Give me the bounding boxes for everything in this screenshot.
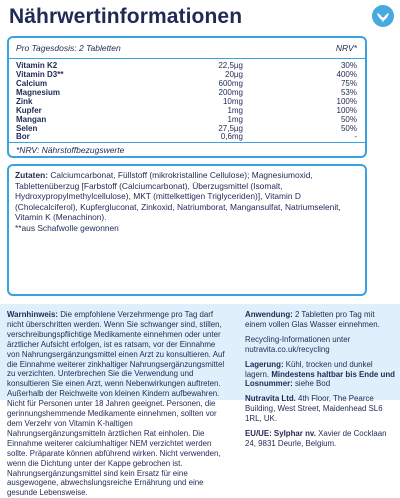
- storage-tail: siehe Bod: [292, 379, 331, 389]
- nutrient-amount: 22,5µg: [218, 61, 243, 70]
- nutrient-name: Selen: [16, 124, 38, 133]
- warning-text: [7, 310, 229, 498]
- recycling-text: Recycling-Informationen unter nutravita.co.uk/recycling: [245, 334, 351, 354]
- leaf-circle-icon: [372, 5, 394, 27]
- ingredients-box: [7, 164, 367, 296]
- nutrient-amount: 20µg: [225, 70, 243, 79]
- company-eu-label: EU/UE: Sylphar nv.: [245, 429, 316, 439]
- nutrient-name: Zink: [16, 97, 33, 106]
- nutrient-name: Calcium: [16, 79, 48, 88]
- nutrient-nrv: -: [354, 132, 357, 141]
- storage-label: Lagerung:: [245, 359, 284, 369]
- nutrient-row: [16, 79, 357, 88]
- ingredients-text: [15, 170, 361, 234]
- nutrition-table: [7, 36, 367, 158]
- ingredients-label: Zutaten:: [15, 170, 49, 180]
- usage-text: [245, 310, 395, 330]
- storage-text: [245, 360, 395, 390]
- nutrient-row: [16, 115, 357, 124]
- nutrient-name: Magnesium: [16, 88, 61, 97]
- company-uk-label: Nutravita Ltd.: [245, 394, 296, 404]
- nutrient-name: Vitamin D3**: [16, 70, 64, 79]
- nutrient-nrv: 53%: [340, 88, 357, 97]
- nrv-footnote: *NRV: Nährstoffbezugswerte: [16, 145, 125, 155]
- nutrient-nrv: 30%: [340, 61, 357, 70]
- nutrient-row: [16, 97, 357, 106]
- nutrient-nrv: 75%: [340, 79, 357, 88]
- company-eu: [245, 429, 395, 449]
- company-uk: [245, 394, 395, 424]
- page-title: Nährwertinformationen: [9, 5, 243, 28]
- storage-bold: Mindestens haltbar bis Ende und Losnummer:: [245, 369, 395, 389]
- usage-body: 2 Tabletten pro Tag mit einem vollen Glas Wasser einnehmen.: [245, 310, 380, 329]
- company-eu-address: Xavier de Cocklaan 24, 9831 Deurle, Belgium.: [245, 429, 387, 448]
- divider: [9, 142, 365, 143]
- nrv-header: NRV*: [335, 43, 357, 53]
- nutrient-row: [16, 70, 357, 79]
- dose-label: Pro Tagesdosis: 2 Tabletten: [16, 43, 121, 53]
- storage-body: Kühl, trocken und dunkel lagern.: [245, 359, 373, 379]
- nutrient-nrv: 100%: [336, 97, 357, 106]
- info-column: [245, 310, 395, 449]
- nutrient-row: [16, 132, 357, 141]
- company-uk-address: 4th Floor, The Pearce Building, West Street, Maidenhead SL6 1RL, UK.: [245, 394, 383, 424]
- nutrition-table-header: [16, 43, 357, 55]
- nutrient-amount: 1mg: [227, 115, 243, 124]
- nutrient-nrv: 50%: [340, 115, 357, 124]
- nutrient-nrv: 100%: [336, 106, 357, 115]
- warning-body: Die empfohlene Verzehrmenge pro Tag darf nicht überschritten werden. Wenn Sie schwanger sind, stillen, verschreibungspflichtige Medikamente einnehmen oder unter ärztlicher Aufsicht erfolgen, ist es ratsam, vor der Einnahme von Nahrungsergänzungsmittel einen Arzt zu konsultieren. Auf die Einnahme weiterer zinkhaltiger Nahrungsergänzungsmittel zu verzichten. Unterbrechen Sie die Verwendung und konsultieren Sie einen Arzt, wenn Nebenwirkungen auftreten. Außerhalb der Reichweite von kleinen Kindern aufbewahren. Nicht für Personen unter 18 Jahren geeignet. Personen, die gerinnungshemmende Medikamente einnehmen, sollten vor dem Verzehr von Vitamin K-haltigen Nahrungsergänzungsmitteln ärztlichen Rat einholen. Die Einnahme weiterer calciumhaltiger NEM verzichtet werden sollte. Präparate können abführend wirken. Nicht verwenden, wenn die Dichtung unter der Kappe gebrochen ist. Nahrungsergänzungsmittel sind kein Ersatz für eine ausgewogene, abwechslungsreiche Ernährung und eine gesunde Lebensweise.: [7, 310, 225, 498]
- nutrient-amount: 1mg: [227, 106, 243, 115]
- nutrient-amount: 600mg: [218, 79, 243, 88]
- nutrient-row: [16, 61, 357, 70]
- nutrient-nrv: 50%: [340, 124, 357, 133]
- usage-label: Anwendung:: [245, 310, 293, 319]
- nutrient-name: Bor: [16, 132, 30, 141]
- nutrient-nrv: 400%: [336, 70, 357, 79]
- nutrient-row: [16, 88, 357, 97]
- nutrient-name: Vitamin K2: [16, 61, 58, 70]
- nutrient-amount: 200mg: [218, 88, 243, 97]
- nutrient-amount: 10mg: [222, 97, 243, 106]
- warning-label: Warnhinweis:: [7, 310, 58, 319]
- nutrient-amount: 0,6mg: [220, 132, 243, 141]
- ingredients-list: Calciumcarbonat, Füllstoff (mikrokristalline Cellulose); Magnesiumoxid, Tablettenüberzug [Farbstoff (Calciumcarbonat), Überzugsmittel (Isomalt, Hydroxypropylmethylcellulose), MKT (mittelkettigen Triglyceriden)], Vitamin D (Cholecalciferol), Kupfergluconat, Zinkoxid, Natriumborat, Mangansulfat, Natriumselenit, Vitamin K (Menachinon).: [15, 170, 341, 223]
- nutrient-name: Kupfer: [16, 106, 42, 115]
- divider: [9, 58, 365, 59]
- nutrient-amount: 27,5µg: [218, 124, 243, 133]
- nutrient-name: Mangan: [16, 115, 47, 124]
- ingredients-footnote: **aus Schafwolle gewonnen: [15, 222, 119, 233]
- nutrient-row: [16, 106, 357, 115]
